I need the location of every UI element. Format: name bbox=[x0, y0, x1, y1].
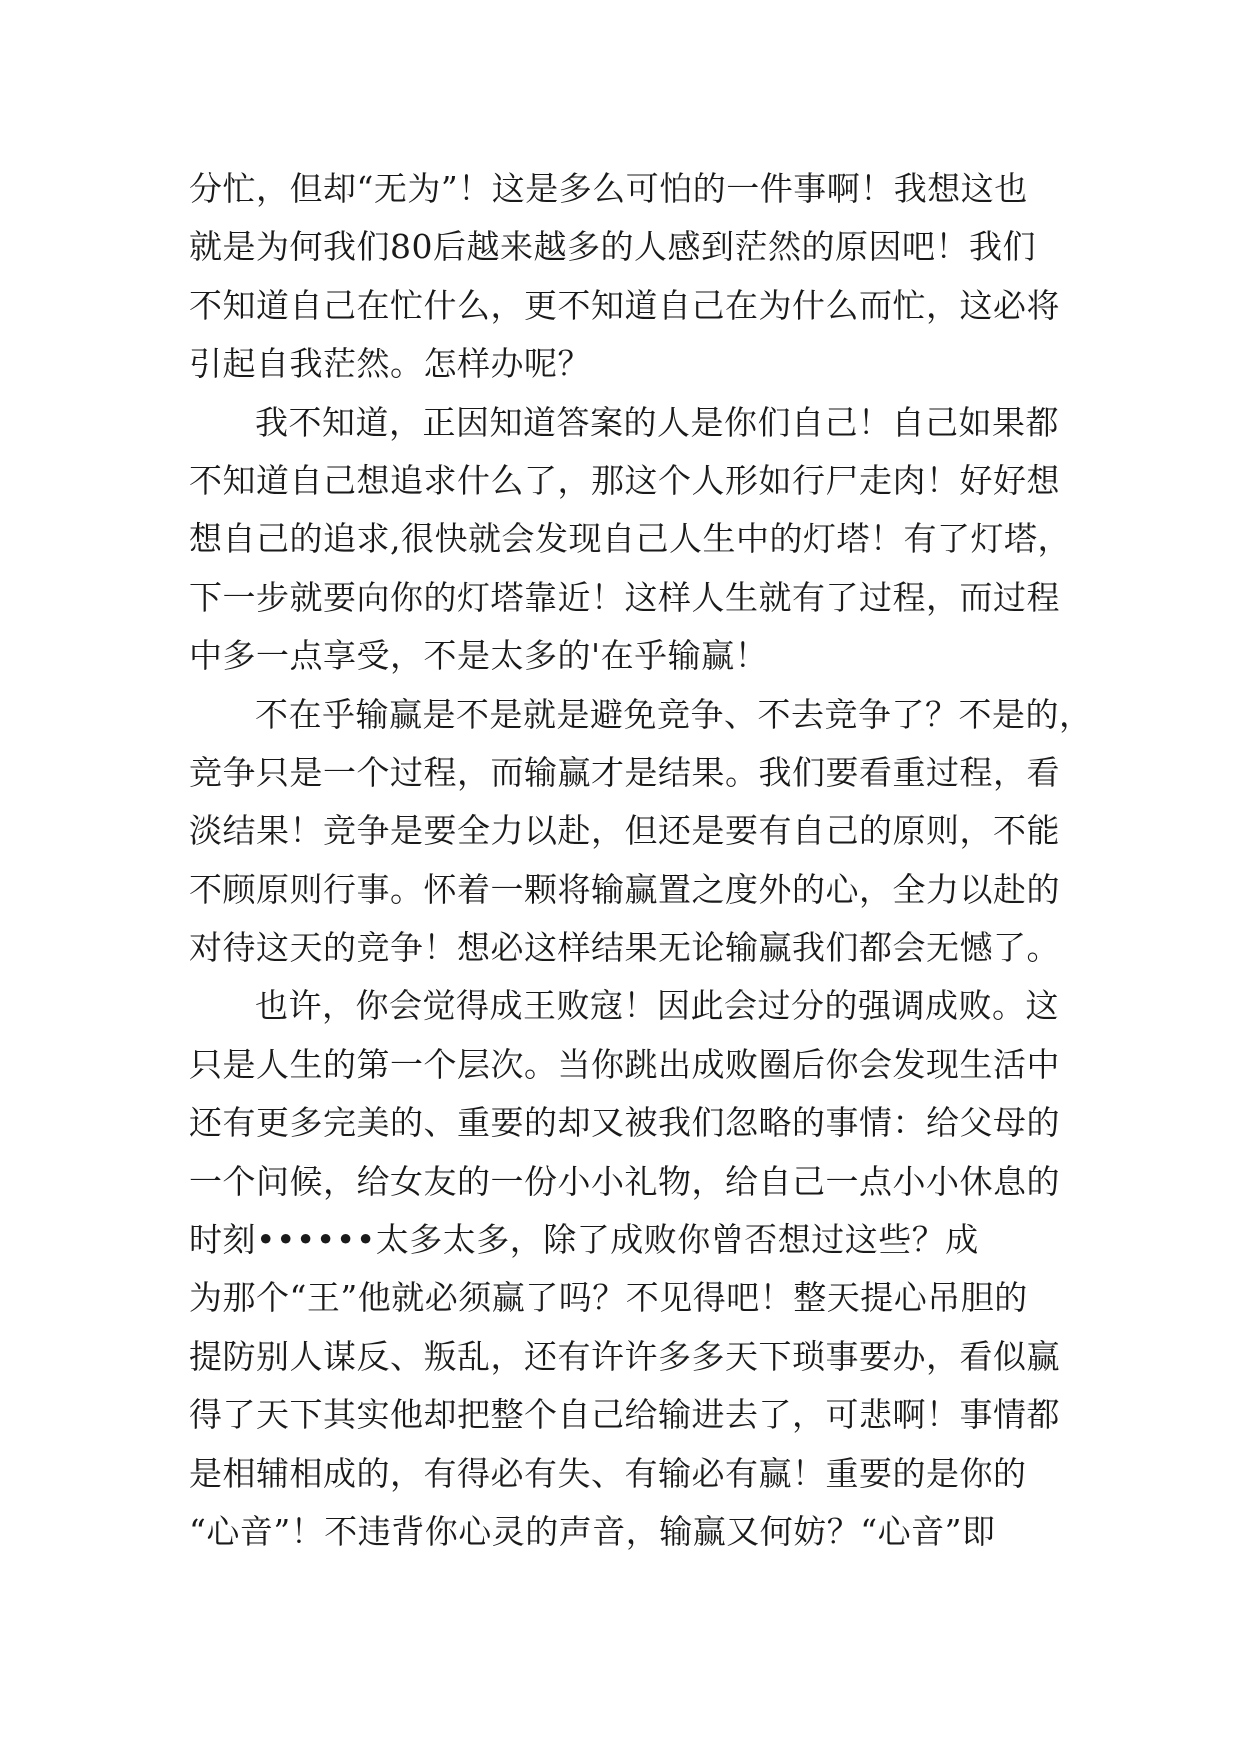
text-line: 分忙，但却“无为”！这是多么可怕的一件事啊！我想这也 bbox=[189, 169, 1028, 208]
text-line: 下一步就要向你的灯塔靠近！这样人生就有了过程，而过程 bbox=[189, 577, 1060, 617]
text-line: 为那个“王”他就必须赢了吗？不见得吧！整天提心吊胆的 bbox=[189, 1278, 1028, 1318]
body-text bbox=[189, 160, 1093, 1561]
text-line: 得了天下其实他却把整个自己给输进去了，可悲啊！事情都 bbox=[189, 1395, 1060, 1435]
text-line: 不顾原则行事。怀着一颗将输赢置之度外的心，全力以赴的 bbox=[189, 869, 1060, 909]
text-line: 对待这天的竞争！想必这样结果无论输赢我们都会无憾了。 bbox=[189, 928, 1060, 968]
paragraph-first-line: 我不知道，正因知道答案的人是你们自己！自己如果都 bbox=[255, 402, 1059, 442]
text-line: “心音”！不违背你心灵的声音，输赢又何妨？“心音”即 bbox=[189, 1511, 996, 1551]
text-line: 不知道自己在忙什么，更不知道自己在为什么而忙，这必将 bbox=[189, 285, 1060, 325]
text-line: 不知道自己想追求什么了，那这个人形如行尸走肉！好好想 bbox=[189, 460, 1060, 500]
text-line: 竞争只是一个过程，而输赢才是结果。我们要看重过程，看 bbox=[189, 752, 1060, 792]
text-line: 就是为何我们80后越来越多的人感到茫然的原因吧！我们 bbox=[189, 227, 1036, 267]
text-line: 只是人生的第一个层次。当你跳出成败圈后你会发现生活中 bbox=[189, 1044, 1060, 1084]
text-line: 一个问候，给女友的一份小小礼物，给自己一点小小休息的 bbox=[189, 1161, 1060, 1201]
text-line: 淡结果！竞争是要全力以赴，但还是要有自己的原则，不能 bbox=[189, 811, 1060, 851]
text-line: 时刻••••••太多太多，除了成败你曾否想过这些？成 bbox=[189, 1220, 979, 1260]
text-line: 中多一点享受，不是太多的'在乎输赢！ bbox=[189, 636, 769, 676]
text-line: 想自己的追求,很快就会发现自己人生中的灯塔！有了灯塔， bbox=[189, 519, 1071, 559]
text-line: 提防别人谋反、叛乱，还有许许多多天下琐事要办，看似赢 bbox=[189, 1336, 1060, 1376]
text-line: 引起自我茫然。怎样办呢？ bbox=[189, 344, 591, 384]
paragraph-first-line: 不在乎输赢是不是就是避免竞争、不去竞争了？不是的， bbox=[255, 694, 1093, 734]
text-line: 是相辅相成的，有得必有失、有输必有赢！重要的是你的 bbox=[189, 1453, 1027, 1493]
paragraph-first-line: 也许，你会觉得成王败寇！因此会过分的强调成败。这 bbox=[255, 986, 1059, 1026]
text-line: 还有更多完美的、重要的却又被我们忽略的事情：给父母的 bbox=[189, 1103, 1060, 1143]
